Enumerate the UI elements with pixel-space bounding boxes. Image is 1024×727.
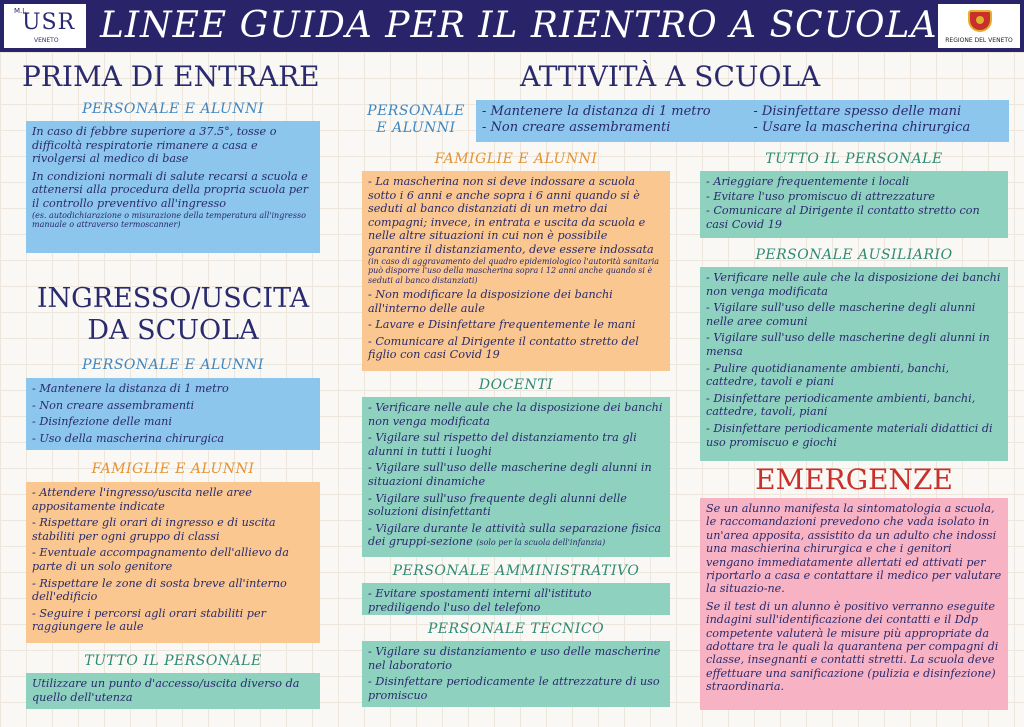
ingresso-title-line1: INGRESSO/USCITA [36,283,310,314]
logo-veneto-text: VENETO [34,37,59,44]
list-item: - Non creare assembramenti [482,120,671,135]
emergenze-p1: Se un alunno manifesta la sintomatologia a scuola, le raccomandazioni prevedono che vada isolato in un'area apposita, assistito da un adulto che indossi una maschierina chirurgica e che i genitori vengano immediatamente allertati ed attivati per riportarlo a casa e contattare il medico per valutare la situazio-ne. [706,502,1002,596]
regione-veneto-logo [938,4,1020,48]
ingresso-title [26,283,320,347]
list-item: - Comunicare al Dirigente il contatto stretto del figlio con casi Covid 19 [368,335,664,362]
list-item: - Non modificare la disposizione dei banchi all'interno delle aule [368,288,664,315]
emergenze-box [700,498,1008,710]
list-item: - Evitare spostamenti interni all'istituto prediligendo l'uso del telefono [368,587,664,614]
list-item: - Rispettare gli orari di ingresso e di uscita stabiliti per ogni gruppo di classi [32,516,314,543]
ingresso-subtitle-tutto: TUTTO IL PERSONALE [84,653,262,669]
famiglie-subtitle: FAMIGLIE E ALUNNI [434,151,598,167]
ingresso-title-line2: DA SCUOLA [87,315,259,346]
attivita-side-label [364,103,468,137]
list-item: - Mantenere la distanza di 1 metro [32,382,314,396]
list-item: - Verificare nelle aule che la disposizione dei banchi non venga modificata [368,401,664,428]
list-item: - Disinfettare periodicamente materiali didattici di uso promiscuo e giochi [706,422,1002,449]
emergenze-title: EMERGENZE [755,463,953,496]
usr-veneto-logo [4,4,86,48]
ausiliario-subtitle: PERSONALE AUSILIARIO [755,247,953,263]
docenti-subtitle: DOCENTI [478,377,554,393]
list-item: - Disinfezione delle mani [32,415,314,429]
ingresso-subtitle-personale: PERSONALE E ALUNNI [82,357,264,373]
famiglie-box [362,171,670,371]
list-item: - Vigilare durante le attività sulla separazione fisica dei gruppi-sezione (solo per la scuola dell'infanzia) [368,522,664,550]
list-item: - Vigilare sul rispetto del distanziamento tra gli alunni in tutti i luoghi [368,431,664,458]
list-item: - Vigilare su distanziamento e uso delle mascherine nel laboratorio [368,645,664,672]
docenti-box [362,397,670,557]
list-item: - Usare la mascherina chirurgica [753,120,971,135]
list-item: - Verificare nelle aule che la disposizione dei banchi non venga modificata [706,271,1002,298]
tecnico-box [362,641,670,707]
list-item: - Eventuale accompagnamento dell'allievo da parte di un solo genitore [32,546,314,573]
list-item: - Seguire i percorsi agli orari stabiliti per raggiungere le aule [32,607,314,634]
prima-p1: In caso di febbre superiore a 37.5°, tosse o difficoltà respiratorie rimanere a casa e rivolgersi al medico di base [32,125,277,166]
list-item: - Uso della mascherina chirurgica [32,432,314,446]
tecnico-subtitle: PERSONALE TECNICO [427,621,605,637]
coat-of-arms-icon [968,10,992,32]
prima-p2-note: (es. autodichiarazione o misurazione della temperatura all'ingresso manuale o attraverso termoscanner) [32,210,306,230]
ingresso-subtitle-famiglie: FAMIGLIE E ALUNNI [91,461,255,477]
ausiliario-box [700,267,1008,461]
famiglie-note: (in caso di aggravamento del quadro epidemiologico l'autorità sanitaria può disporre l'uso della mascherina sopra i 12 anni anche quando si è seduti al banco distanziati) [368,256,660,285]
ingresso-tutto-text: Utilizzare un punto d'accesso/uscita diverso da quello dell'utenza [32,677,300,704]
list-item: - Comunicare al Dirigente il contatto stretto con casi Covid 19 [706,204,1002,231]
attivita-title: ATTIVITÀ A SCUOLA [520,60,821,93]
prima-subtitle: PERSONALE E ALUNNI [82,101,264,117]
attivita-side-label-2: E ALUNNI [376,120,456,136]
list-item: - Vigilare sull'uso frequente degli alunni delle soluzioni disinfettanti [368,492,664,519]
list-item: - Disinfettare periodicamente le attrezzature di uso promiscuo [368,675,664,702]
prima-box [26,121,320,253]
page-title: LINEE GUIDA PER IL RIENTRO A SCUOLA [100,5,938,46]
list-item: - La mascherina non si deve indossare a scuola sotto i 6 anni e anche sopra i 6 anni quando si è seduti al banco distanziati di un metro dai compagni; invece, in entrata e uscita da scuola e nelle altre situazioni in cui non è possibile garantire il distanziamento, deve essere indossata [368,175,664,257]
emergenze-p2: Se il test di un alunno è positivo verranno eseguite indagini sull'identificazione dei contatti e il Ddp competente valuterà le misure più appropriate da adottare tra le quali la quarantena per compagni di classe, insegnanti e contatti stretti. La scuola deve effettuare una sanificazione (pulizia e disinfezione) straordinaria. [706,599,999,694]
list-item: - Lavare e Disinfettare frequentemente le mani [368,318,664,332]
list-item: - Non creare assembramenti [32,399,314,413]
list-item: - Rispettare le zone di sosta breve all'interno dell'edificio [32,577,314,604]
logo-usr-text: USR [22,10,76,35]
region-name-text: REGIONE DEL VENETO [945,37,1013,44]
list-item: - Vigilare sull'uso delle mascherine degli alunni in mensa [706,331,1002,358]
prima-p2: In condizioni normali di salute recarsi a scuola e attenersi alla procedura della propria scuola per il controllo preventivo all'ingresso [32,169,309,210]
tutto-subtitle: TUTTO IL PERSONALE [765,151,943,167]
logo-mi-text: M.I. [14,7,27,15]
list-item: - Attendere l'ingresso/uscita nelle aree appositamente indicate [32,486,314,513]
attivita-top-box [476,100,1009,142]
ingresso-personale-box [26,378,320,450]
list-item: - Vigilare sull'uso delle mascherine degli alunni in situazioni dinamiche [368,461,664,488]
list-item: - Pulire quotidianamente ambienti, banchi, cattedre, tavoli e piani [706,362,1002,389]
tutto-box [700,171,1008,238]
list-item: - Vigilare sull'uso delle mascherine degli alunni nelle aree comuni [706,301,1002,328]
ingresso-tutto-box [26,673,320,709]
amministrativo-subtitle: PERSONALE AMMINISTRATIVO [392,563,640,579]
list-item: - Arieggiare frequentemente i locali [706,175,1002,189]
ingresso-famiglie-box [26,482,320,643]
list-item: - Evitare l'uso promiscuo di attrezzature [706,190,1002,204]
amministrativo-box [362,583,670,615]
prima-di-entrare-title: PRIMA DI ENTRARE [22,60,320,93]
list-item: - Mantenere la distanza di 1 metro [482,104,711,119]
list-item: - Disinfettare spesso delle mani [753,104,962,119]
list-item: - Disinfettare periodicamente ambienti, banchi, cattedre, tavoli, piani [706,392,1002,419]
attivita-side-label-1: PERSONALE [367,103,465,119]
